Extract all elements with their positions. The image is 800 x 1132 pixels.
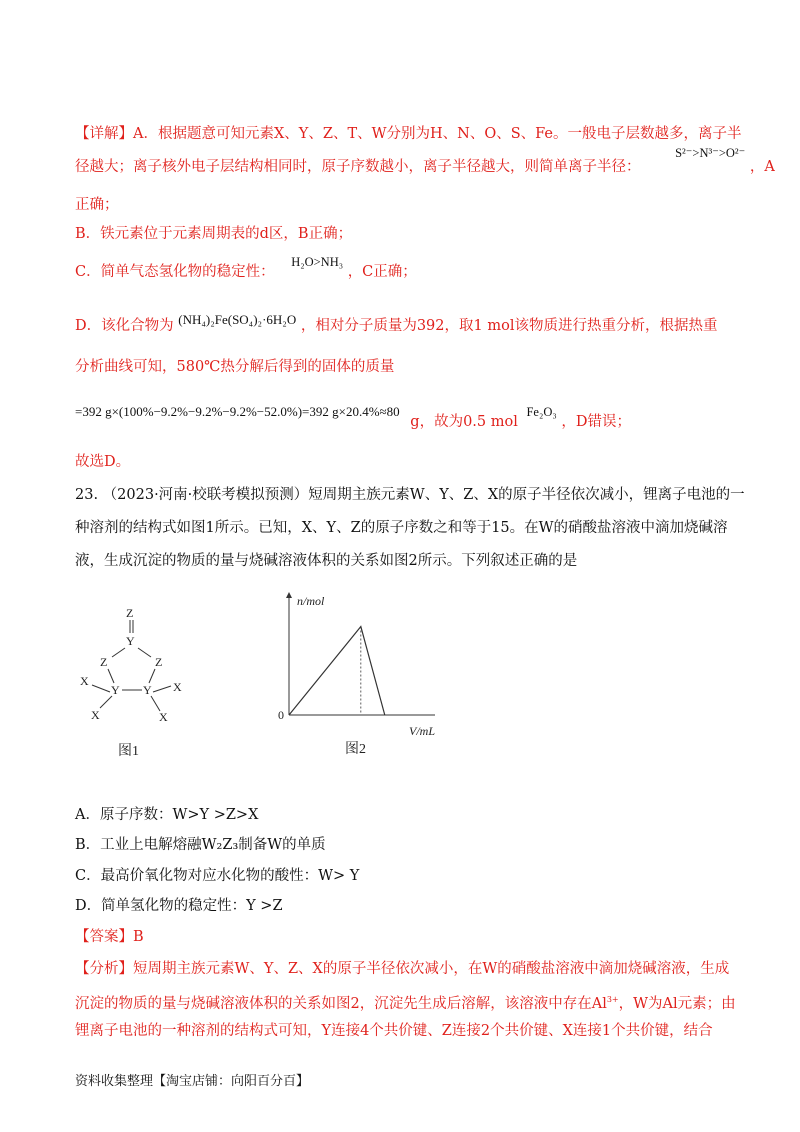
analysis-line-2 — [75, 990, 736, 1014]
figure-1-structure — [70, 595, 205, 770]
mass-calc-formula: =392 g×(100%−9.2%−9.2%−9.2%−52.0%)=392 g×20.4%≈80 — [75, 404, 400, 419]
option-c[interactable]: C．最高价氧化物对应水化物的酸性：W> Y — [75, 868, 360, 884]
calc-line-tail: ，D错误； — [561, 414, 631, 430]
answer: 【答案】B — [75, 929, 144, 945]
origin-label: 0 — [278, 708, 284, 722]
atom-y-top: Y — [126, 634, 135, 648]
detail-line-2-text: 径越大；离子核外电子层结构相同时，原子序数越小，离子半径越大，则简单离子半径： — [75, 159, 641, 175]
detail-line-d — [75, 312, 718, 336]
fe2o3-formula: Fe₂O₃ — [526, 405, 557, 419]
analysis-line-3: 锂离子电池的一种溶剂的结构式可知，Y连接4个共价键、Z连接2个共价键、X连接1个共价键，结合 — [75, 1023, 713, 1039]
al-charge: 3+ — [606, 995, 619, 1004]
atom-y-left: Y — [111, 683, 120, 697]
detail-line-c — [75, 255, 417, 282]
compound-formula: (NH₄)₂Fe(SO₄)₂·6H₂O — [178, 312, 297, 327]
atom-x-right: X — [173, 680, 182, 694]
detail-line-d-pre: D．该化合物为 — [75, 318, 174, 334]
detail-line-1: 【详解】A．根据题意可知元素X、Y、Z、T、W分别为H、N、O、S、Fe。一般电子层数越多，离子半 — [75, 126, 742, 142]
option-b[interactable]: B．工业上电解熔融W₂Z₃制备W的单质 — [75, 837, 326, 853]
atom-x-bottom-right: X — [159, 710, 168, 724]
detail-line-c-post: ，C正确； — [347, 264, 417, 280]
detail-line-d2: 分析曲线可知，580℃热分解后得到的固体的质量 — [75, 359, 395, 375]
calc-line-post: g，故为0.5 mol — [410, 414, 518, 430]
footer-note: 资料收集整理【淘宝店铺：向阳百分百】 — [75, 1074, 310, 1089]
question-line-2: 种溶剂的结构式如图1所示。已知，X、Y、Z的原子序数之和等于15。在W的硝酸盐溶液中滴加烧碱溶 — [75, 520, 728, 536]
calc-line — [75, 402, 631, 430]
analysis-line-1: 【分析】短周期主族元素W、Y、Z、X的原子半径依次减小，在W的硝酸盐溶液中滴加烧碱溶液，生成 — [75, 961, 730, 977]
figure-2-graph — [275, 585, 455, 770]
option-a[interactable]: A．原子序数：W>Y >Z>X — [75, 807, 259, 823]
figure-2-caption: 图2 — [345, 742, 366, 757]
option-d[interactable]: D．简单氢化物的稳定性：Y >Z — [75, 898, 283, 914]
precipitate-curve — [289, 627, 385, 715]
atom-x-left: X — [80, 674, 89, 688]
analysis-line-2-post: ，W为Al元素；由 — [618, 995, 736, 1012]
ion-radius-formula: S²⁻>N³⁻>O²⁻ — [675, 146, 746, 160]
x-axis-label: V/mL — [409, 724, 436, 738]
question-line-3: 液，生成沉淀的物质的量与烧碱溶液体积的关系如图2所示。下列叙述正确的是 — [75, 553, 578, 569]
analysis-line-2-pre: 沉淀的物质的量与烧碱溶液体积的关系如图2，沉淀先生成后溶解，该溶液中存在Al — [75, 995, 607, 1012]
atom-z-right: Z — [155, 655, 163, 669]
hydride-stability-formula: H₂O>NH₃ — [291, 255, 344, 269]
figure-1-caption: 图1 — [118, 744, 139, 759]
y-axis-label: n/mol — [297, 594, 325, 608]
conclusion: 故选D。 — [75, 454, 131, 470]
detail-line-d-post: ，相对分子质量为392，取1 mol该物质进行热重分析，根据热重 — [300, 318, 718, 334]
detail-line-2-tail: ，A — [749, 159, 775, 175]
atom-x-bottom-left: X — [91, 708, 100, 722]
atom-z-left: Z — [100, 655, 108, 669]
atom-z-top: Z — [126, 606, 134, 620]
detail-line-c-pre: C．简单气态氢化物的稳定性： — [75, 264, 275, 280]
detail-line-b: B．铁元素位于元素周期表的d区，B正确； — [75, 226, 353, 242]
detail-line-2 — [75, 146, 775, 177]
question-line-1: 23. （2023·河南·校联考模拟预测）短周期主族元素W、Y、Z、X的原子半径依次减小，锂离子电池的一 — [75, 487, 745, 503]
atom-y-right: Y — [143, 683, 152, 697]
detail-line-3: 正确； — [75, 197, 119, 213]
